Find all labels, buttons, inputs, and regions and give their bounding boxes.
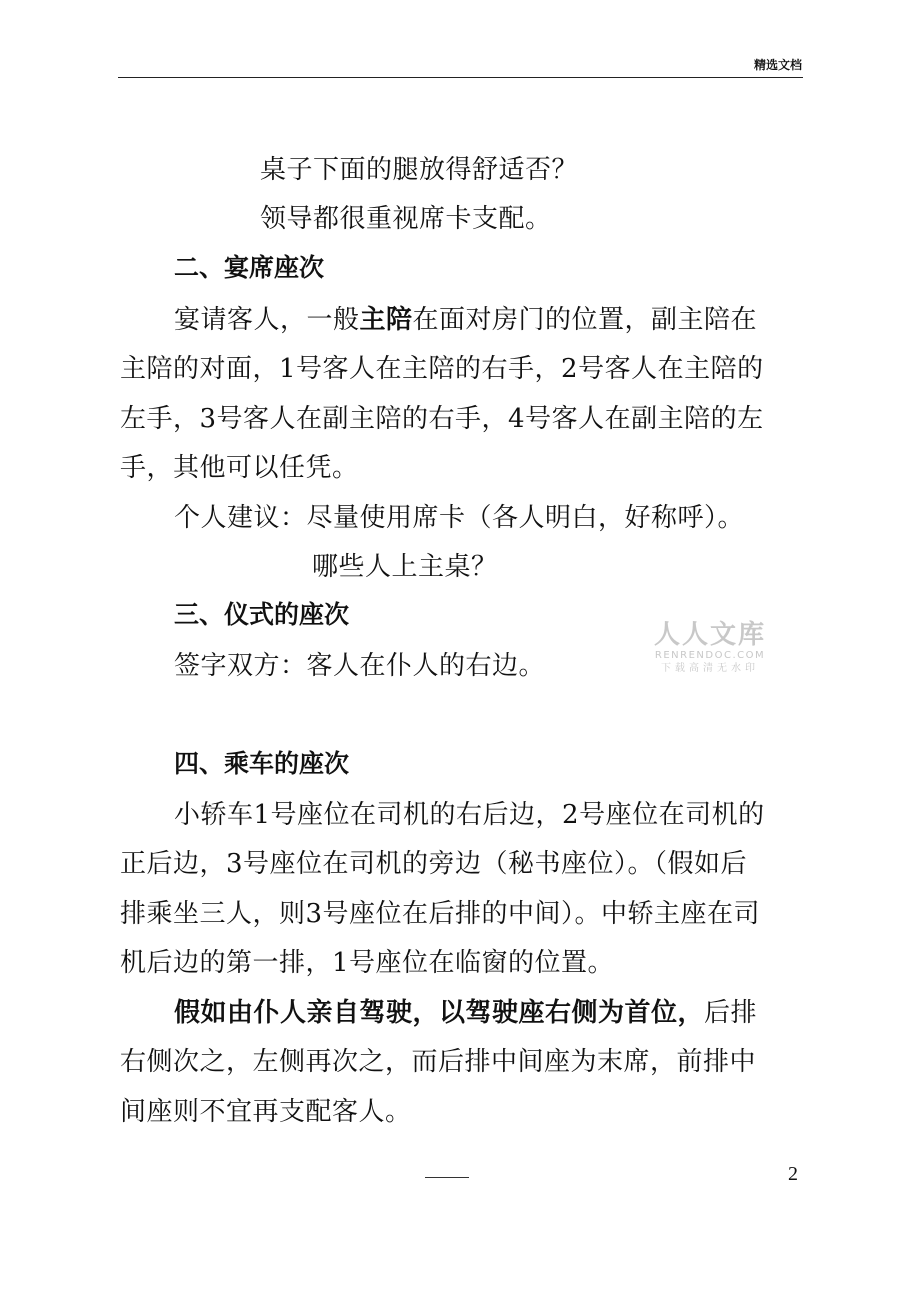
text-span: 宴请客人，一般 [174,305,360,335]
bold-term: 主陪 [359,305,413,335]
section-heading-4: 四、乘车的座次 [174,749,350,778]
footer-dash [425,1177,469,1178]
text-line: 领导都很重视席卡支配。 [260,204,552,234]
text-line: 机后边的第一排，1号座位在临窗的位置。 [120,948,615,978]
text-line: 主陪的对面，1号客人在主陪的右手，2号客人在主陪的 [120,354,764,384]
section-heading-2: 二、宴席座次 [174,253,325,282]
watermark-title: 人人文库 [653,620,766,650]
text-line: 间座则不宜再支配客人。 [120,1097,412,1127]
page-number: 2 [788,1163,798,1185]
text-line: 正后边，3号座位在司机的旁边（秘书座位）。（假如后 [120,849,748,879]
text-span: 在面对房门的位置，副主陪在 [412,305,758,335]
text-line [174,998,757,1028]
text-line: 手，其他可以任凭。 [120,453,359,483]
header-rule [118,77,803,78]
text-line: 左手，3号客人在副主陪的右手，4号客人在副主陪的左 [120,404,764,434]
watermark-tag: 下载高清无水印 [661,663,759,674]
header-label: 精选文档 [753,58,802,72]
text-line: 小轿车1号座位在司机的右后边，2号座位在司机的 [174,800,765,830]
text-line: 右侧次之，左侧再次之，而后排中间座为末席，前排中 [120,1047,757,1077]
watermark [645,620,775,676]
text-line: 排乘坐三人，则3号座位在后排的中间）。中轿主座在司 [120,899,761,929]
section-heading-3: 三、仪式的座次 [174,600,350,629]
text-line: 哪些人上主桌？ [312,552,498,582]
watermark-site: RENRENDOC.COM [654,650,766,661]
text-line: 桌子下面的腿放得舒适否？ [260,155,579,185]
text-line [174,305,757,335]
text-line: 签字双方：客人在仆人的右边。 [174,651,546,681]
text-line: 个人建议：尽量使用席卡（各人明白，好称呼）。 [174,503,745,533]
text-span: 后排 [704,998,758,1028]
bold-phrase: 假如由仆人亲自驾驶，以驾驶座右侧为首位， [174,998,705,1028]
